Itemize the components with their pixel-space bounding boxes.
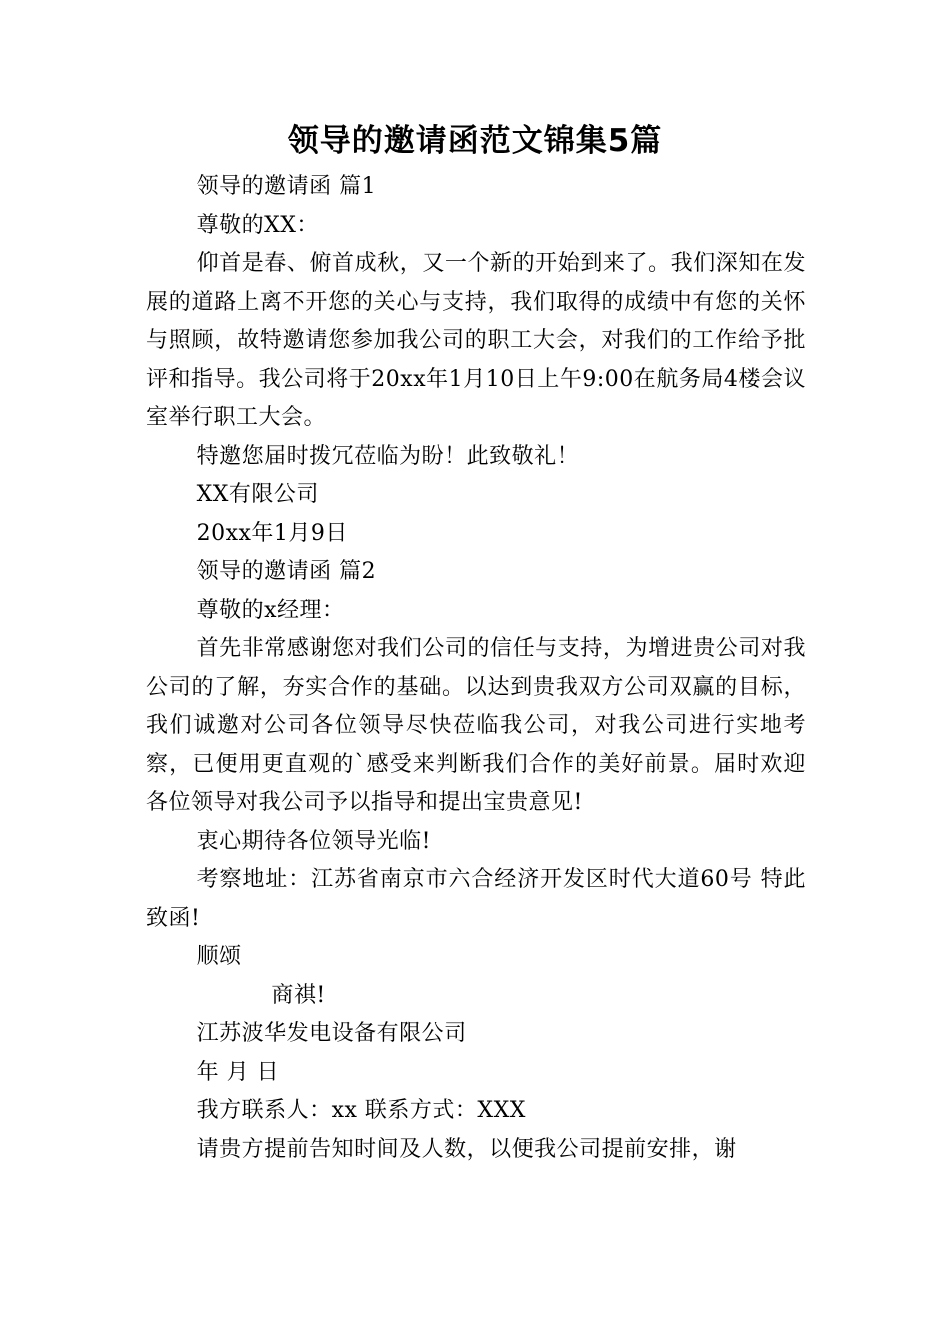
- sender-company-2: 江苏波华发电设备有限公司: [196, 1021, 467, 1046]
- section-heading-2: 领导的邀请函 篇2: [196, 559, 377, 584]
- wishes-line: 商祺!: [271, 982, 326, 1008]
- regards-line: 顺颂: [196, 944, 242, 969]
- inspection-address: 考察地址：江苏省南京市六合经济开发区时代大道60号 特此致函!: [146, 867, 806, 931]
- body-paragraph-2: 首先非常感谢您对我们公司的信任与支持，为增进贵公司对我公司的了解，夯实合作的基础。以达到贵我双方公司双赢的目标，我们诚邀对公司各位领导尽快莅临我公司，对我公司进行实地考察，已便用更直观的`感受来判断我们合作的美好前景。届时欢迎各位领导对我公司予以指导和提出宝贵意见!: [146, 636, 806, 815]
- sender-date-2: 年 月 日: [196, 1059, 280, 1085]
- section-heading-1: 领导的邀请函 篇1: [196, 174, 377, 199]
- sender-company-1: XX有限公司: [196, 482, 319, 507]
- document-title: 领导的邀请函范文锦集5篇: [287, 123, 663, 159]
- request-note: 请贵方提前告知时间及人数，以便我公司提前安排，谢: [196, 1136, 737, 1162]
- contact-info: 我方联系人：xx 联系方式：XXX: [196, 1098, 526, 1123]
- body-paragraph-1: 仰首是春、俯首成秋，又一个新的开始到来了。我们深知在发展的道路上离不开您的关心与支持，我们取得的成绩中有您的关怀与照顾，故特邀请您参加我公司的职工大会，对我们的工作给予批评和指导。我公司将于20xx年1月10日上午9:00在航务局4楼会议室举行职工大会。: [146, 251, 806, 430]
- expectation-line: 衷心期待各位领导光临!: [196, 828, 431, 854]
- closing-line-1: 特邀您届时拨冗莅临为盼！此致敬礼！: [196, 443, 580, 469]
- salutation-1: 尊敬的XX：: [196, 212, 319, 238]
- sender-date-1: 20xx年1月9日: [196, 520, 348, 546]
- document-body: [146, 168, 806, 1169]
- salutation-2: 尊敬的x经理：: [196, 597, 345, 623]
